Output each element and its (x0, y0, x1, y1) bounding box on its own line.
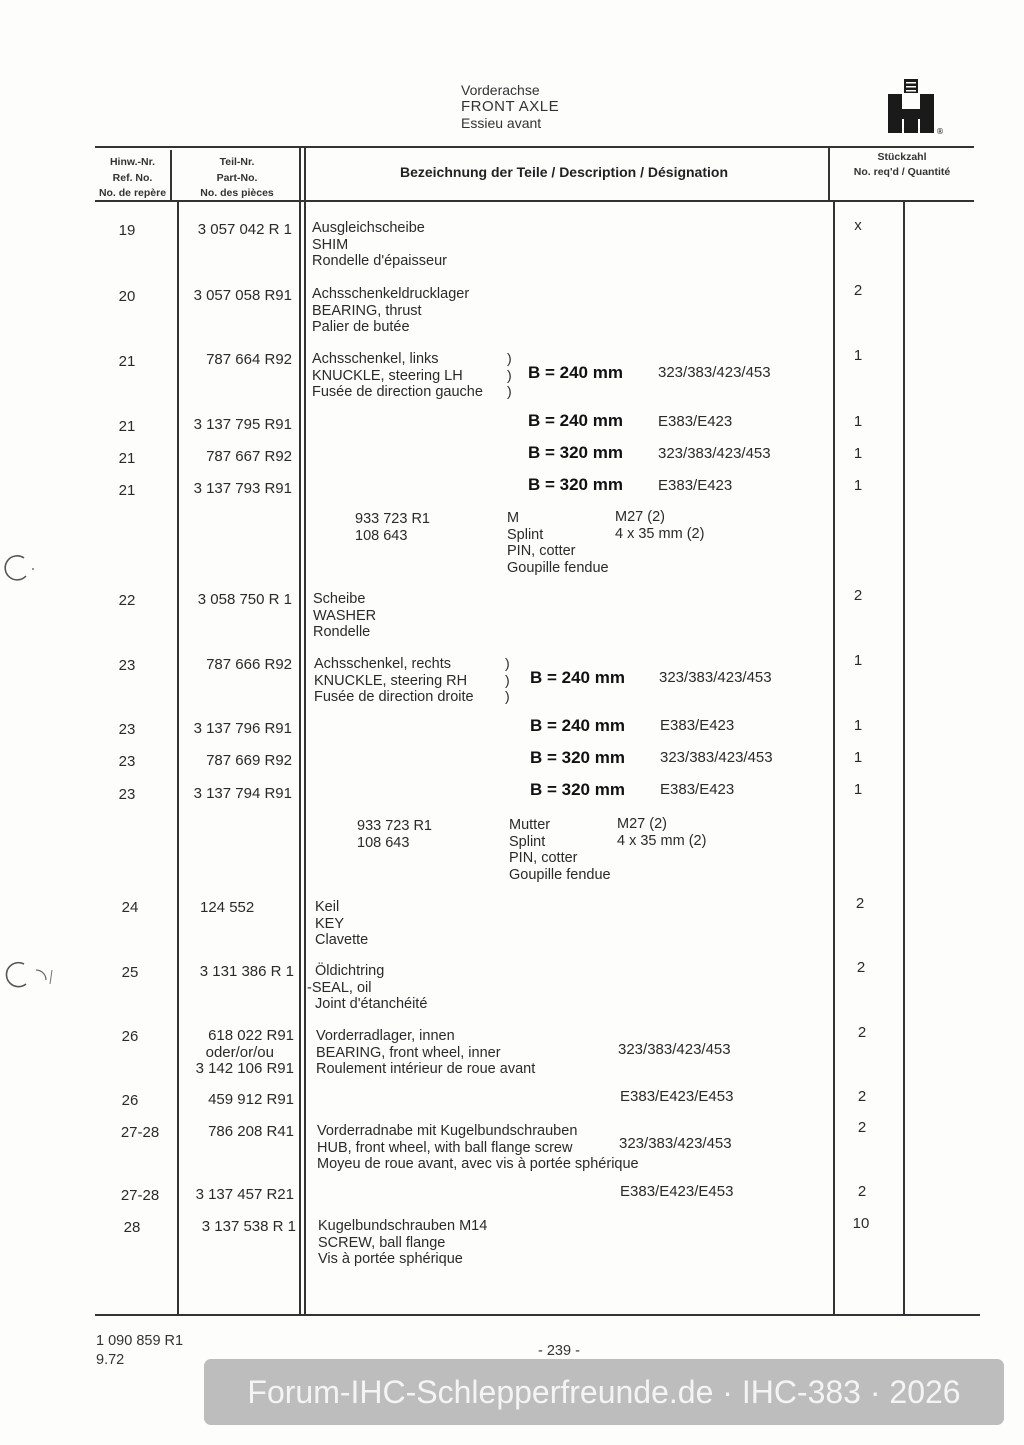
quantity: 2 (853, 587, 863, 604)
part-number: 787 669 R92 (206, 752, 292, 769)
part-number: 3 137 457 R21 (195, 1186, 294, 1203)
part-description: Achsschenkel, links KNUCKLE, steering LH Fusée de direction gauche (312, 351, 483, 400)
title-english: FRONT AXLE (461, 97, 560, 115)
column-divider (299, 146, 301, 1316)
ref-number: 28 (123, 1219, 141, 1236)
part-description: Öldichtring -SEAL, oil Joint d'étanchéité (307, 963, 428, 1012)
page-title (461, 82, 559, 132)
part-description: Vorderradnabe mit Kugelbundschrauben HUB, front wheel, with ball flange screw Moyeu de roue avant, avec vis à portée sphérique (317, 1123, 639, 1172)
size-spec: B = 320 mm (530, 780, 625, 799)
quantity: x (854, 217, 862, 234)
model-list: 323/383/423/453 (658, 445, 771, 462)
part-number: 3 137 793 R91 (193, 480, 292, 497)
part-number: 3 137 538 R 1 (201, 1218, 296, 1235)
part-number: 786 208 R41 (208, 1123, 294, 1140)
ref-number: 23 (118, 721, 136, 738)
sub-part-names: M Splint PIN, cotter Goupille fendue (507, 510, 609, 576)
model-list: E383/E423 (658, 477, 733, 494)
part-number: 3 057 042 R 1 (197, 221, 292, 238)
quantity: 1 (853, 413, 863, 430)
model-list: 323/383/423/453 (618, 1041, 731, 1058)
punch-hole-icon (2, 552, 38, 584)
registered-mark: ® (936, 127, 944, 136)
column-divider (170, 150, 172, 200)
part-number: 124 552 (200, 899, 255, 916)
ref-number: 23 (118, 786, 136, 803)
ref-number: 21 (118, 418, 136, 435)
part-description: Vorderradlager, innen BEARING, front wheel, inner Roulement intérieur de roue avant (316, 1028, 536, 1077)
ref-number: 27-28 (120, 1187, 160, 1204)
size-spec: B = 240 mm (530, 668, 625, 687)
sub-part-numbers: 933 723 R1 108 643 (355, 511, 430, 544)
column-divider (828, 146, 830, 202)
model-list: E383/E423 (658, 413, 733, 430)
quantity: 1 (853, 445, 863, 462)
quantity: 2 (857, 1088, 867, 1105)
model-list: 323/383/423/453 (659, 669, 772, 686)
table-top-rule (95, 146, 974, 148)
column-header-quantity: Stückzahl No. req'd / Quantité (853, 151, 951, 178)
model-list: 323/383/423/453 (619, 1135, 732, 1152)
title-french: Essieu avant (461, 115, 542, 131)
quantity: 1 (853, 781, 863, 798)
part-description: Achsschenkel, rechts KNUCKLE, steering RH Fusée de direction droite (314, 656, 474, 705)
ref-number: 23 (118, 753, 136, 770)
part-number: 3 058 750 R 1 (197, 591, 292, 608)
page-number: - 239 - (538, 1343, 580, 1359)
size-spec: B = 320 mm (528, 475, 623, 494)
part-number: 787 666 R92 (206, 656, 292, 673)
quantity: 2 (857, 1024, 867, 1041)
quantity: 1 (853, 717, 863, 734)
size-spec: B = 320 mm (530, 748, 625, 767)
column-divider (304, 146, 306, 1316)
watermark-banner: Forum-IHC-Schlepperfreunde.de · IHC-383 · 2026 (204, 1359, 1004, 1425)
part-description: Ausgleichscheibe SHIM Rondelle d'épaisseur (312, 220, 447, 269)
part-number: 3 057 058 R91 (193, 287, 292, 304)
quantity: 2 (856, 959, 866, 976)
column-divider (833, 200, 835, 1314)
ref-number: 27-28 (120, 1124, 160, 1141)
ref-number: 19 (118, 222, 136, 239)
quantity: 1 (853, 652, 863, 669)
ref-number: 25 (121, 964, 139, 981)
quantity: 2 (853, 282, 863, 299)
model-list: 323/383/423/453 (658, 364, 771, 381)
quantity: 2 (857, 1119, 867, 1136)
bracket-glyph: ) ) ) (507, 350, 512, 399)
quantity: 2 (857, 1183, 867, 1200)
sub-part-numbers: 933 723 R1 108 643 (357, 818, 432, 851)
sub-part-specs: M27 (2) 4 x 35 mm (2) (615, 509, 705, 542)
part-description: Achsschenkeldrucklager BEARING, thrust Palier de butée (312, 286, 470, 335)
size-spec: B = 240 mm (528, 363, 623, 382)
part-number: 787 667 R92 (206, 448, 292, 465)
quantity: 2 (855, 895, 865, 912)
quantity: 1 (853, 749, 863, 766)
column-header-ref: Hinw.-Nr. Ref. No. No. de repère (98, 156, 167, 199)
ref-number: 24 (121, 899, 139, 916)
ref-number: 23 (118, 657, 136, 674)
ref-number: 21 (118, 353, 136, 370)
quantity: 1 (853, 477, 863, 494)
title-german: Vorderachse (461, 82, 540, 98)
part-number: 459 912 R91 (208, 1091, 294, 1108)
document-date: 9.72 (96, 1352, 125, 1368)
bracket-glyph: ) ) ) (505, 655, 510, 704)
quantity: 10 (852, 1215, 870, 1232)
ref-number: 21 (118, 482, 136, 499)
part-description: Kugelbundschrauben M14 SCREW, ball flange Vis à portée sphérique (318, 1218, 488, 1267)
ref-number: 22 (118, 592, 136, 609)
part-number: 3 131 386 R 1 (199, 963, 294, 980)
column-header-description: Bezeichnung der Teile / Description / Désignation (399, 164, 728, 180)
part-description: Keil KEY Clavette (315, 899, 369, 948)
part-number: 3 137 794 R91 (193, 785, 292, 802)
ref-number: 26 (121, 1092, 139, 1109)
model-list: E383/E423 (660, 717, 735, 734)
ref-number: 20 (118, 288, 136, 305)
model-list: 323/383/423/453 (660, 749, 773, 766)
part-number: 787 664 R92 (206, 351, 292, 368)
table-bottom-rule (95, 1314, 980, 1316)
punch-hole-icon (2, 958, 58, 992)
model-list: E383/E423/E453 (620, 1088, 734, 1105)
size-spec: B = 240 mm (528, 411, 623, 430)
size-spec: B = 240 mm (530, 716, 625, 735)
ref-number: 21 (118, 450, 136, 467)
ref-number: 26 (121, 1028, 139, 1045)
model-list: E383/E423/E453 (620, 1183, 734, 1200)
ih-logo-icon (886, 79, 944, 137)
model-list: E383/E423 (660, 781, 735, 798)
sub-part-names: Mutter Splint PIN, cotter Goupille fendue (509, 817, 611, 883)
size-spec: B = 320 mm (528, 443, 623, 462)
document-info (96, 1332, 183, 1370)
quantity: 1 (853, 347, 863, 364)
part-number: 618 022 R91 oder/or/ou 3 142 106 R91 (195, 1027, 294, 1077)
part-number: 3 137 795 R91 (193, 416, 292, 433)
sub-part-specs: M27 (2) 4 x 35 mm (2) (617, 816, 707, 849)
column-divider (903, 200, 905, 1314)
column-header-part: Teil-Nr. Part-No. No. des pièces (200, 156, 274, 199)
document-number: 1 090 859 R1 (96, 1333, 184, 1349)
part-description: Scheibe WASHER Rondelle (313, 591, 377, 640)
part-number: 3 137 796 R91 (193, 720, 292, 737)
